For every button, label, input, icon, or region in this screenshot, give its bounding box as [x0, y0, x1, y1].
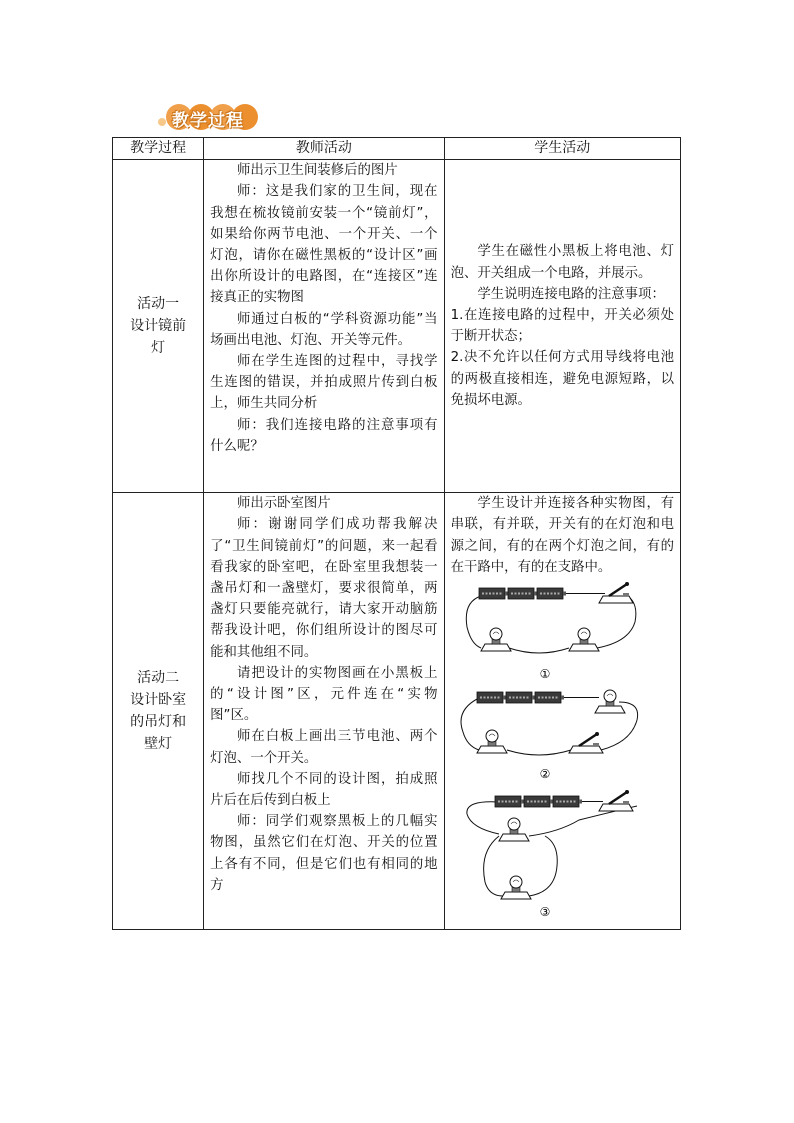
- student-cell: [444, 160, 680, 493]
- teacher-paragraph: 师出示卫生间装修后的图片: [236, 163, 398, 179]
- teacher-paragraph: 师：谢谢同学们成功帮我解决了“卫生间镜前灯”的问题，来一起看看我家的卧室吧，在卧室里我想装一盏吊灯和一盏壁灯，要求很简单，两盏灯只要能亮就行，请大家开动脑筋帮我设计吧，你们组所设计的图尽可能和其他组不同。: [210, 517, 438, 660]
- stage-line: 活动一: [137, 296, 180, 313]
- student-cell: [444, 493, 680, 930]
- circuit-diagram-2: [461, 690, 638, 781]
- circuit-diagram-1: [466, 582, 636, 681]
- circuit-diagram-3: [466, 790, 636, 917]
- stage-line: 灯: [151, 340, 166, 357]
- teacher-paragraph: 师：同学们观察黑板上的几幅实物图，虽然它们在灯泡、开关的位置上各有不同，但是它们也有相同的地方: [210, 814, 438, 893]
- teacher-cell: [204, 493, 444, 930]
- header-teacher: 教师活动: [204, 138, 444, 160]
- student-paragraph: 1.在连接电路的过程中，开关必须处于断开状态；: [450, 308, 674, 345]
- circuit-figures: [459, 582, 659, 917]
- stage-cell: [113, 160, 204, 493]
- section-badge: [158, 104, 258, 130]
- student-paragraph: 学生说明连接电路的注意事项：: [477, 286, 665, 302]
- student-paragraph: 学生设计并连接各种实物图，有串联，有并联，开关有的在灯泡和电源之间，有的在两个灯泡之间，有的在干路中，有的在支路中。: [450, 496, 674, 575]
- stage-line: 设计卧室: [130, 692, 187, 709]
- stage-line: 的吊灯和: [130, 714, 187, 731]
- table-row: [113, 493, 681, 930]
- stage-line: 活动二: [137, 670, 180, 687]
- figure-label-2: ②: [539, 767, 550, 782]
- stage-line: 设计镜前: [130, 318, 187, 335]
- lesson-table: [112, 137, 681, 930]
- table-header-row: [113, 138, 681, 160]
- teacher-paragraph: 请把设计的实物图画在小黑板上的“设计图”区，元件连在“实物图”区。: [210, 665, 438, 724]
- teacher-paragraph: 师出示卧室图片: [236, 496, 331, 512]
- section-badge-title: 教学过程: [172, 111, 244, 131]
- teacher-cell: [204, 160, 444, 493]
- header-stage: 教学过程: [113, 138, 204, 160]
- stage-cell: [113, 493, 204, 930]
- teacher-paragraph: 师在白板上画出三节电池、两个灯泡、一个开关。: [210, 729, 438, 766]
- teacher-paragraph: 师通过白板的“学科资源功能”当场画出电池、灯泡、开关等元件。: [210, 311, 438, 348]
- stage-line: 壁灯: [144, 736, 173, 753]
- teacher-paragraph: 师找几个不同的设计图，拍成照片后在后传到白板上: [210, 771, 438, 809]
- teacher-paragraph: 师在学生连图的过程中，寻找学生连图的错误，并拍成照片传到白板上，师生共同分析: [210, 354, 438, 412]
- table-row: [113, 160, 681, 493]
- header-student: 学生活动: [444, 138, 680, 160]
- figure-label-1: ①: [539, 667, 550, 682]
- student-paragraph: 学生在磁性小黑板上将电池、灯泡、开关组成一个电路，并展示。: [450, 244, 674, 281]
- figure-label-3: ③: [539, 905, 550, 918]
- teacher-paragraph: 师：我们连接电路的注意事项有什么呢？: [210, 417, 438, 454]
- teacher-paragraph: 师：这是我们家的卫生间，现在我想在梳妆镜前安装一个“镜前灯”，如果给你两节电池、一个开关、一个灯泡，请你在磁性黑板的“设计区”画出你所设计的电路图，在“连接区”连接真正的实物图: [210, 184, 438, 306]
- student-paragraph: 2.决不允许以任何方式用导线将电池的两极直接相连，避免电源短路，以免损坏电源。: [450, 350, 674, 408]
